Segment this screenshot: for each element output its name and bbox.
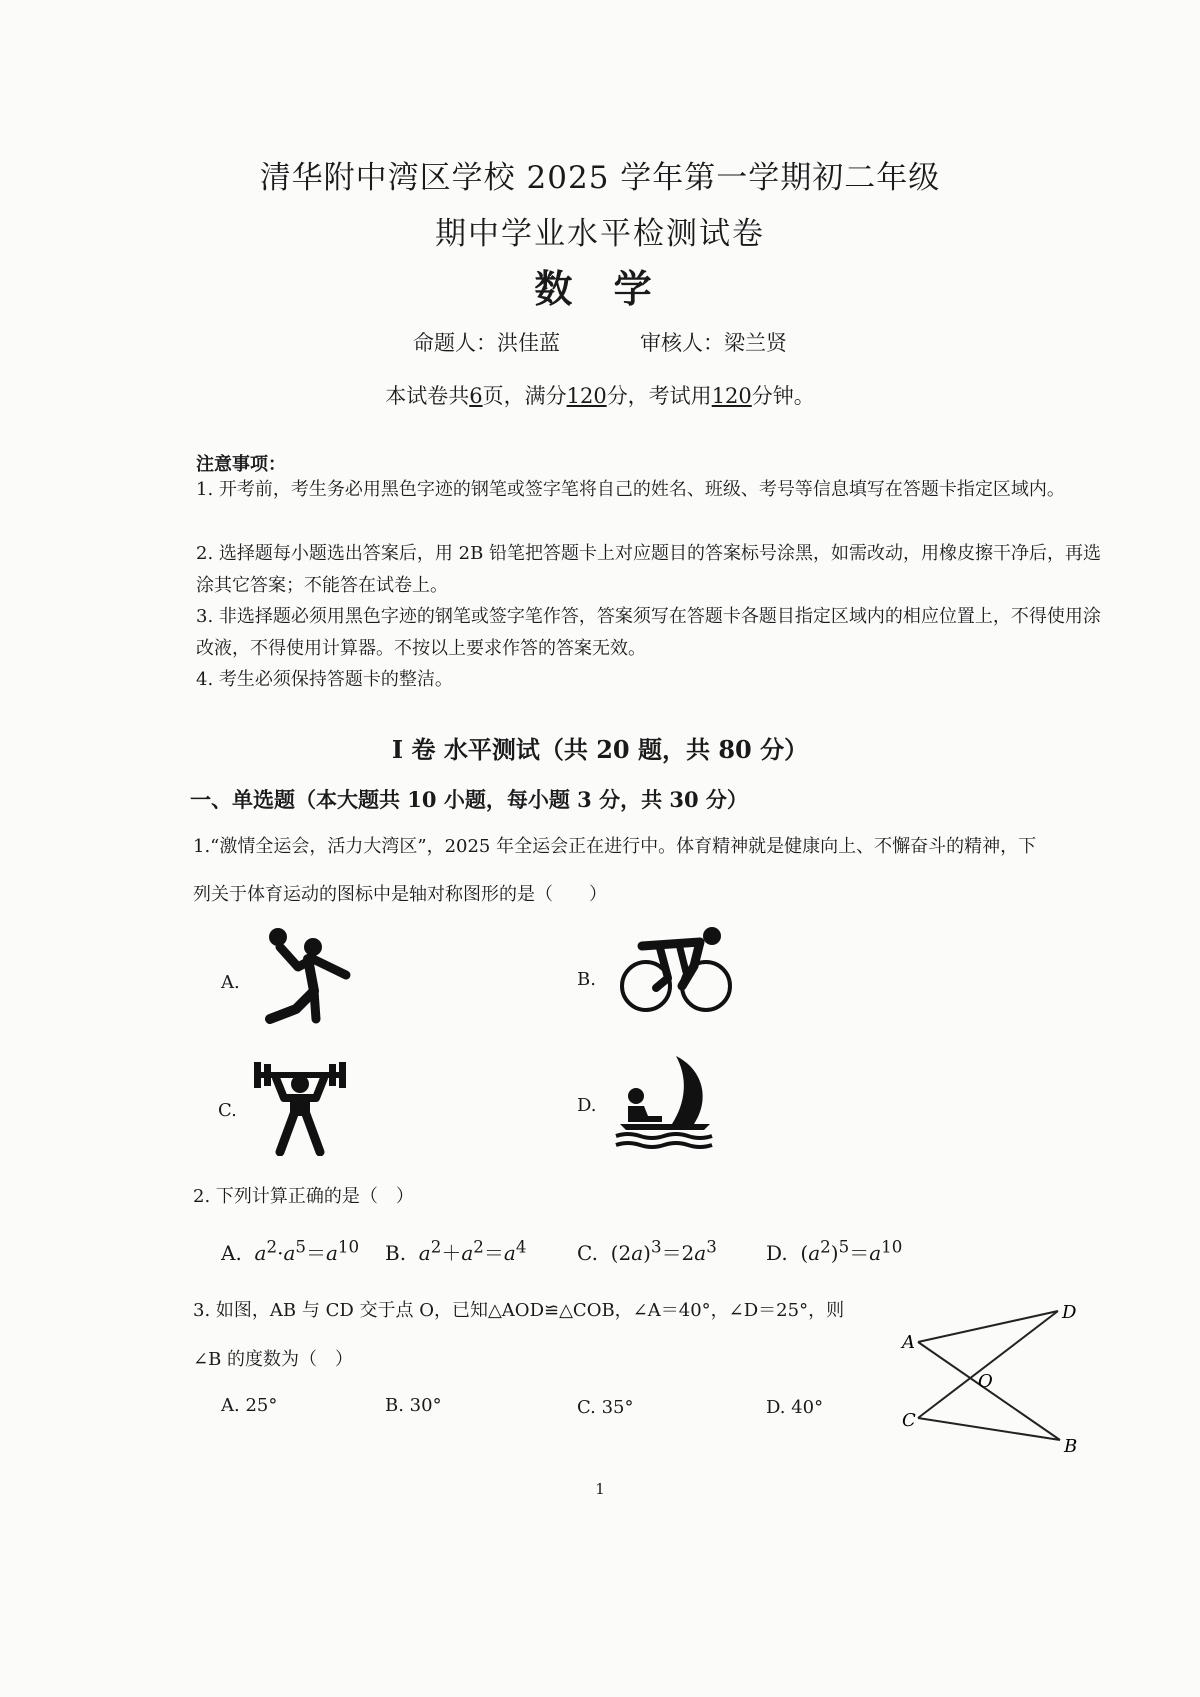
q2-option-a: A. $a^2\cdot a^5=a^{10}$ <box>221 1237 360 1265</box>
q2-option-c: C. $(2a)^3=2a^3$ <box>577 1237 717 1265</box>
page-count: 6 <box>469 384 483 408</box>
label-c: C <box>902 1410 916 1431</box>
q3-option-a: A. 25° <box>221 1395 278 1416</box>
note-item-4: 4. 考生必须保持答题卡的整洁。 <box>196 669 453 690</box>
label-a: A <box>902 1332 915 1353</box>
q3-line1: 3. 如图，AB 与 CD 交于点 O，已知△AOD≌△COB，∠A＝40°，∠D＝25°，则 <box>193 1300 845 1321</box>
label-o: O <box>978 1371 993 1392</box>
q1-line1: 1.“激情全运会，活力大湾区”，2025 年全运会正在进行中。体育精神就是健康向上、不懈奋斗的精神，下 <box>193 836 1037 857</box>
q3-option-b: B. 30° <box>385 1395 442 1416</box>
note-item-2: 2. 选择题每小题选出答案后，用 2B 铅笔把答题卡上对应题目的答案标号涂黑，如需改动，用橡皮擦干净后，再选涂其它答案；不能答在试卷上。 <box>196 543 1102 596</box>
q2-stem: 2. 下列计算正确的是（ ） <box>193 1186 414 1207</box>
q3-option-d: D. 40° <box>766 1397 824 1418</box>
subject-title: 数 学 <box>534 266 666 311</box>
label-d: D <box>1062 1302 1077 1323</box>
full-score: 120 <box>566 384 607 408</box>
exam-title-line1: 清华附中湾区学校 2025 学年第一学期初二年级 <box>259 160 941 196</box>
notes-heading: 注意事项： <box>196 454 286 475</box>
part1-title: 一、单选题（本大题共 10 小题，每小题 3 分，共 30 分） <box>190 787 748 812</box>
q1-option-b-label: B. <box>577 969 596 990</box>
q3-line2: ∠B 的度数为（ ） <box>193 1349 354 1370</box>
q1-option-c-label: C. <box>218 1100 237 1121</box>
author-label: 命题人：洪佳蓝 <box>413 331 560 355</box>
q2-option-d: D. $(a^2)^5=a^{10}$ <box>766 1237 903 1265</box>
authors-line <box>0 327 1200 357</box>
note-item-3: 3. 非选择题必须用黑色字迹的钢笔或签字笔作答，答案须写在答题卡各题目指定区域内的相应位置上，不得使用涂改液，不得使用计算器。不按以上要求作答的答案无效。 <box>196 606 1101 659</box>
note-item-1: 1. 开考前，考生务必用黑色字迹的钢笔或签字笔将自己的姓名、班级、考号等信息填写在答题卡指定区域内。 <box>196 479 1065 500</box>
label-b: B <box>1064 1436 1078 1455</box>
weightlifter-icon <box>250 1058 350 1156</box>
q1-option-d-label: D. <box>577 1095 597 1116</box>
q3-option-c: C. 35° <box>577 1397 634 1418</box>
cyclist-icon <box>620 922 735 1017</box>
exam-info: 本试卷共6页，满分120分，考试用120分钟。 <box>385 384 815 408</box>
section-title: I 卷 水平测试（共 20 题，共 80 分） <box>391 735 809 764</box>
q1-option-a-label: A. <box>221 972 240 993</box>
volleyball-player-icon <box>258 925 363 1025</box>
q1-line2: 列关于体育运动的图标中是轴对称图形的是（ ） <box>193 884 607 905</box>
page-number: 1 <box>595 1480 605 1498</box>
reviewer-label: 审核人：梁兰贤 <box>640 331 787 355</box>
exam-title-line2: 期中学业水平检测试卷 <box>435 216 765 252</box>
exam-duration: 120 <box>711 384 752 408</box>
q3-geometry-figure <box>880 1290 1090 1455</box>
sailing-icon <box>614 1050 714 1150</box>
q2-option-b: B. $a^2+a^2=a^4$ <box>385 1237 527 1265</box>
